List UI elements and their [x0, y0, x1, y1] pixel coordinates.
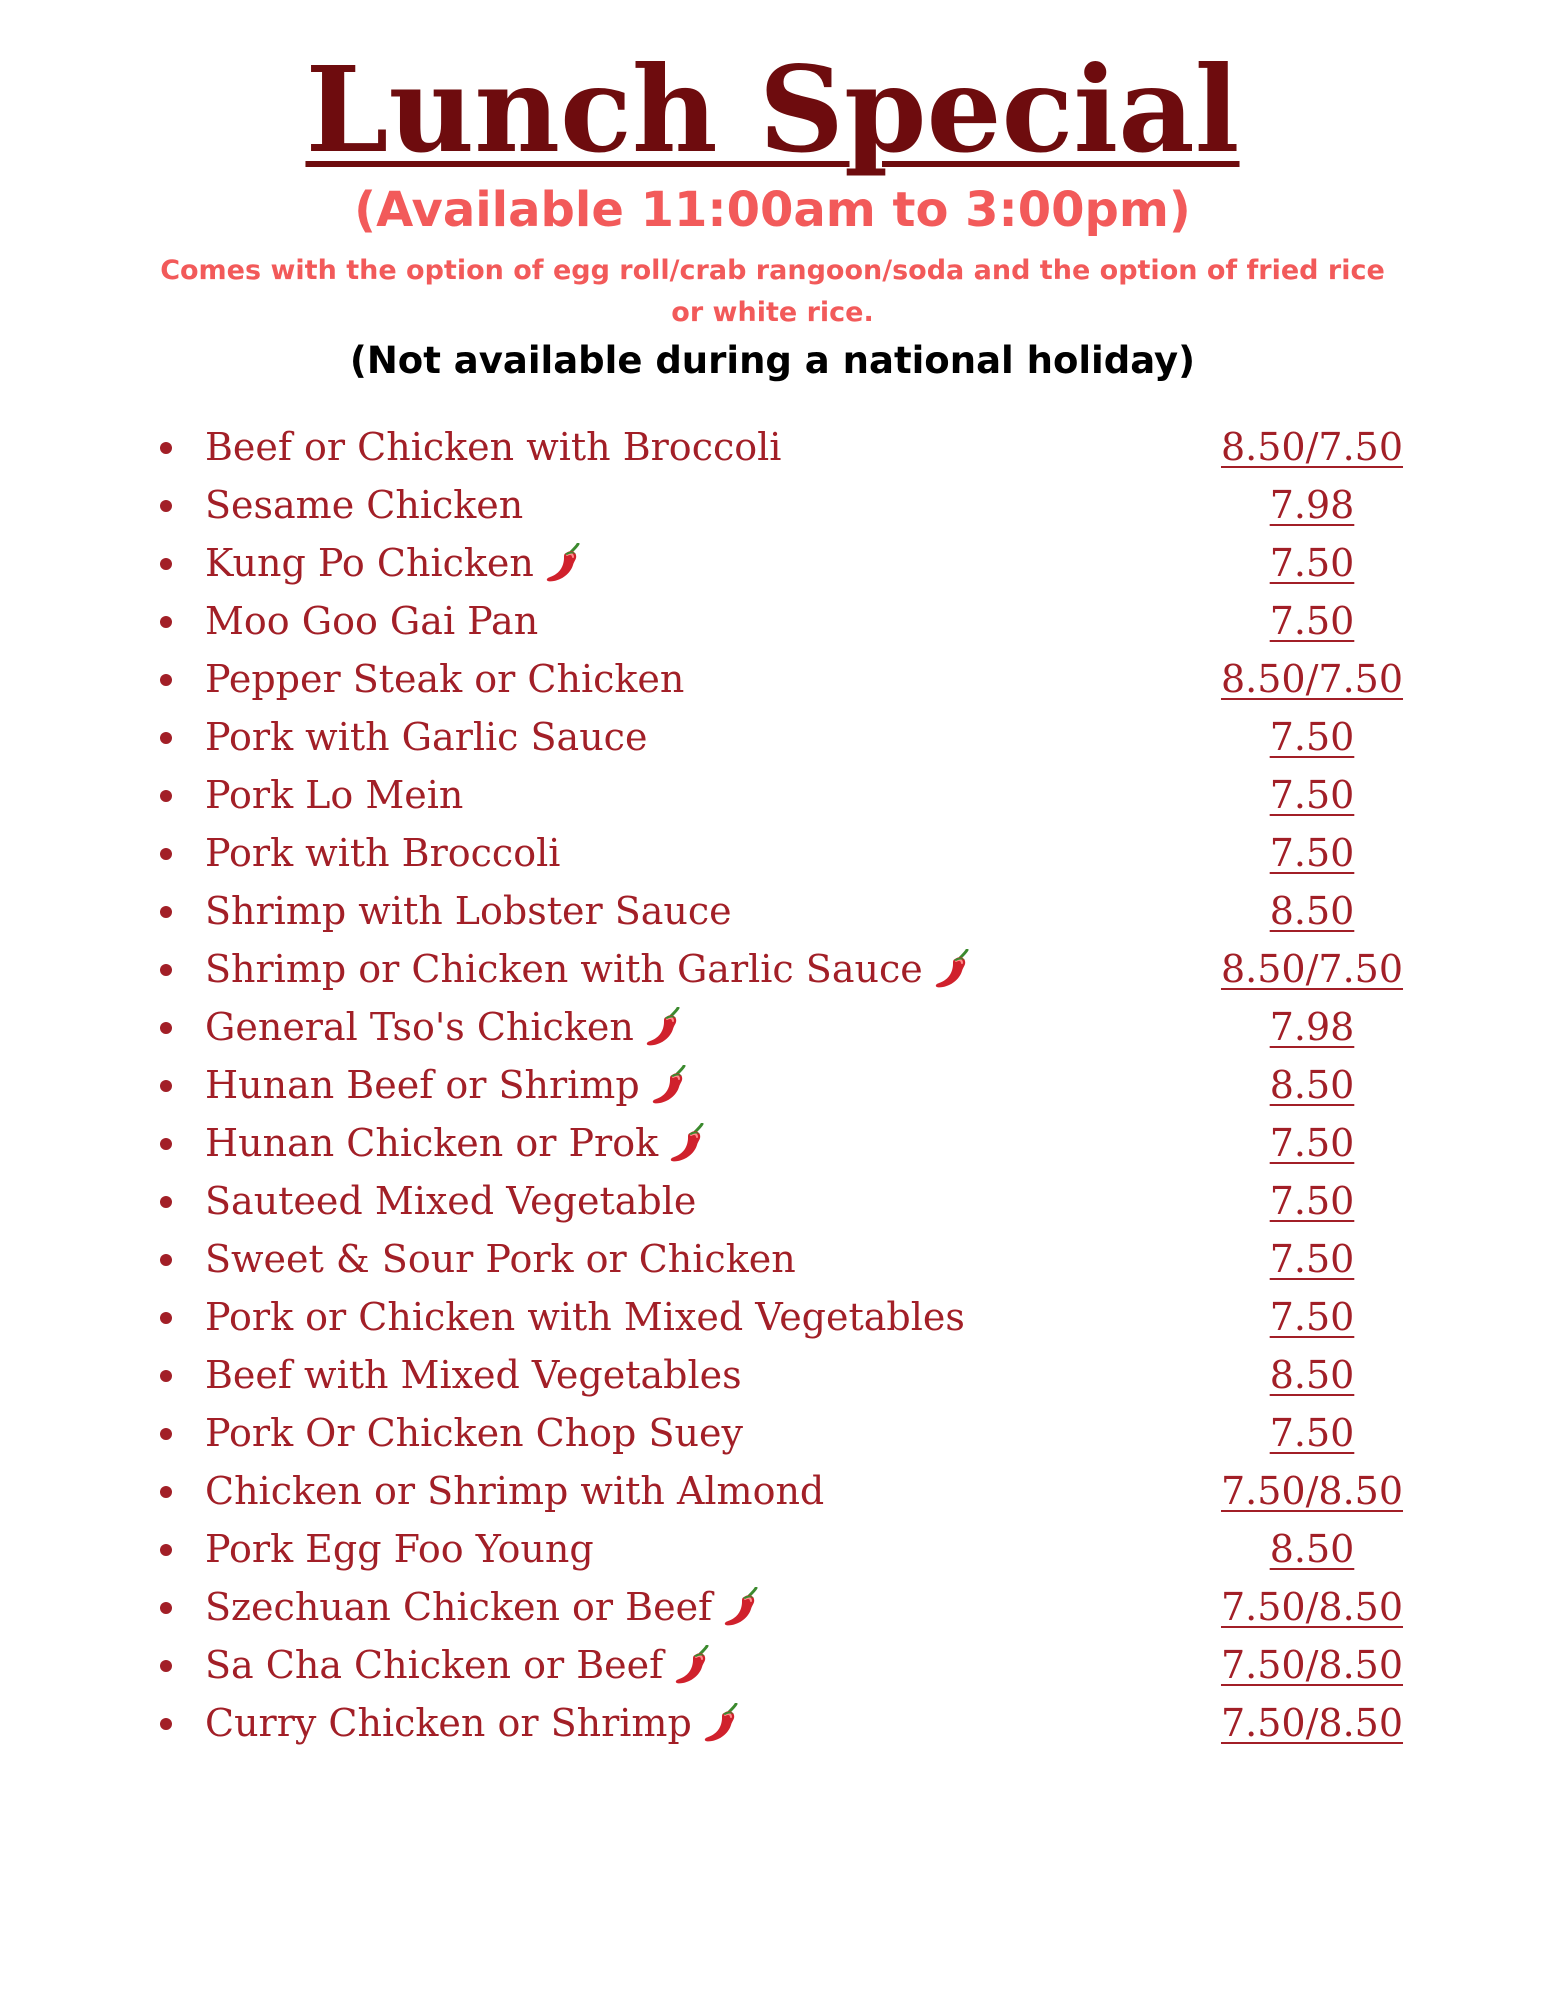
menu-item: [160, 1636, 1410, 1694]
chili-pepper-icon: [673, 1645, 711, 1685]
bullet-icon: [160, 442, 172, 454]
menu-item-name-text: Moo Goo Gai Pan: [205, 599, 539, 643]
menu-item-price: 7.50/8.50: [1220, 1643, 1404, 1687]
bullet-icon: [160, 558, 172, 570]
menu-item-name: [205, 708, 647, 766]
menu-item-name: [205, 476, 523, 534]
menu-item-name-text: Sesame Chicken: [205, 483, 524, 527]
menu-item-name: [205, 1230, 796, 1288]
chili-pepper-icon: [668, 1123, 706, 1163]
bullet-icon: [160, 1196, 172, 1208]
menu-item: [160, 1172, 1410, 1230]
menu-item-price: 7.50: [1269, 1121, 1355, 1165]
bullet-icon: [160, 500, 172, 512]
menu-item-name-text: Hunan Chicken or Prok: [205, 1121, 659, 1165]
menu-item-name: [205, 1520, 594, 1578]
menu-item-price: 8.50: [1269, 1353, 1355, 1397]
menu-item-name: [205, 940, 971, 998]
menu-item-price: 7.50: [1269, 1295, 1355, 1339]
menu-item-name: [205, 998, 682, 1056]
menu-item-name: [205, 882, 732, 940]
menu-item-name-text: Pepper Steak or Chicken: [205, 657, 685, 701]
menu-item-name-text: Pork with Garlic Sauce: [205, 715, 648, 759]
menu-item-price: 8.50/7.50: [1220, 657, 1404, 701]
menu-item: [160, 940, 1410, 998]
chili-pepper-icon: [722, 1587, 760, 1627]
bullet-icon: [160, 1312, 172, 1324]
menu-item-name: [205, 1404, 743, 1462]
menu-item-name: [205, 1172, 696, 1230]
menu-item-price: 7.50: [1269, 715, 1355, 759]
menu-item-name: [205, 766, 463, 824]
chili-pepper-icon: [644, 1007, 682, 1047]
menu-item: [160, 1230, 1410, 1288]
menu-item-name: [205, 1462, 824, 1520]
menu-item-name: [205, 824, 560, 882]
menu-item: [160, 476, 1410, 534]
chili-pepper-icon: [544, 543, 582, 583]
description-text: Comes with the option of egg roll/crab rangoon/soda and the option of fried rice or white rice.: [160, 255, 1385, 328]
menu-item: [160, 1056, 1410, 1114]
menu-item-price: 7.50: [1269, 1179, 1355, 1223]
menu-item: [160, 418, 1410, 476]
menu-item-name-text: Hunan Beef or Shrimp: [205, 1063, 640, 1107]
menu-item-price: 7.50: [1269, 599, 1355, 643]
menu-item: [160, 1404, 1410, 1462]
bullet-icon: [160, 1370, 172, 1382]
menu-item: [160, 882, 1410, 940]
menu-item: [160, 534, 1410, 592]
bullet-icon: [160, 1544, 172, 1556]
menu-item-name-text: Shrimp with Lobster Sauce: [205, 889, 732, 933]
bullet-icon: [160, 674, 172, 686]
availability-hours: (Available 11:00am to 3:00pm): [354, 182, 1191, 238]
menu-item-name: [205, 1578, 760, 1636]
bullet-icon: [160, 1602, 172, 1614]
bullet-icon: [160, 1254, 172, 1266]
menu-item: [160, 1462, 1410, 1520]
menu-item: [160, 766, 1410, 824]
menu-item-price: 7.50/8.50: [1220, 1701, 1404, 1745]
menu-item-name: [205, 1636, 711, 1694]
menu-item-name: [205, 1288, 965, 1346]
menu-item-price: 7.50: [1269, 1411, 1355, 1455]
menu-item-name-text: Pork Lo Mein: [205, 773, 464, 817]
menu-item: [160, 1114, 1410, 1172]
menu-item: [160, 824, 1410, 882]
menu-item-name: [205, 1056, 688, 1114]
menu-item-price: 7.50/8.50: [1220, 1585, 1404, 1629]
menu-item-price: 8.50: [1269, 1063, 1355, 1107]
menu-item-name: [205, 418, 781, 476]
chili-pepper-icon: [933, 949, 971, 989]
bullet-icon: [160, 848, 172, 860]
menu-item: [160, 1520, 1410, 1578]
menu-item-price: 8.50: [1269, 1527, 1355, 1571]
holiday-note: (Not available during a national holiday): [349, 339, 1196, 382]
menu-item-name-text: Sa Cha Chicken or Beef: [205, 1643, 664, 1687]
menu-item-name-text: Pork or Chicken with Mixed Vegetables: [205, 1295, 965, 1339]
menu-item-name: [205, 1694, 740, 1752]
menu-item-name-text: Pork Or Chicken Chop Suey: [205, 1411, 743, 1455]
bullet-icon: [160, 1428, 172, 1440]
menu-item: [160, 1694, 1410, 1752]
menu-item-name: [205, 650, 684, 708]
bullet-icon: [160, 790, 172, 802]
menu-item-price: 7.50/8.50: [1220, 1469, 1404, 1513]
menu-item: [160, 650, 1410, 708]
bullet-icon: [160, 1138, 172, 1150]
menu-item: [160, 1346, 1410, 1404]
menu-item-price: 7.98: [1269, 483, 1355, 527]
menu-item-name: [205, 1114, 706, 1172]
menu-item-name-text: Beef with Mixed Vegetables: [205, 1353, 742, 1397]
menu-item-price: 7.50: [1269, 541, 1355, 585]
menu-item-price: 8.50/7.50: [1220, 947, 1404, 991]
bullet-icon: [160, 616, 172, 628]
bullet-icon: [160, 1022, 172, 1034]
chili-pepper-icon: [702, 1703, 740, 1743]
menu-item-name-text: Pork Egg Foo Young: [205, 1527, 594, 1571]
menu-item-name-text: Beef or Chicken with Broccoli: [205, 425, 782, 469]
menu-item-price: 7.50: [1269, 773, 1355, 817]
menu-item-name: [205, 1346, 742, 1404]
menu-item-name: [205, 534, 582, 592]
menu-item-name-text: Shrimp or Chicken with Garlic Sauce: [205, 947, 923, 991]
bullet-icon: [160, 906, 172, 918]
menu-item-name-text: Szechuan Chicken or Beef: [205, 1585, 713, 1629]
page-title-text: Lunch Special: [305, 40, 1240, 179]
menu-item: [160, 592, 1410, 650]
bullet-icon: [160, 1660, 172, 1672]
menu-item: [160, 708, 1410, 766]
bullet-icon: [160, 1486, 172, 1498]
menu-item: [160, 998, 1410, 1056]
chili-pepper-icon: [650, 1065, 688, 1105]
menu-list: [160, 418, 1410, 1752]
bullet-icon: [160, 1080, 172, 1092]
menu-item: [160, 1578, 1410, 1636]
menu-item-name-text: Chicken or Shrimp with Almond: [205, 1469, 825, 1513]
menu-item-name-text: Curry Chicken or Shrimp: [205, 1701, 692, 1745]
bullet-icon: [160, 1718, 172, 1730]
menu-item-price: 7.50: [1269, 1237, 1355, 1281]
menu-item-name-text: Pork with Broccoli: [205, 831, 561, 875]
menu-item: [160, 1288, 1410, 1346]
menu-item-price: 8.50/7.50: [1220, 425, 1404, 469]
menu-item-name-text: Sweet & Sour Pork or Chicken: [205, 1237, 796, 1281]
page-title: [0, 40, 1545, 180]
menu-item-name-text: Sauteed Mixed Vegetable: [205, 1179, 697, 1223]
menu-item-name: [205, 592, 538, 650]
menu-item-price: 8.50: [1269, 889, 1355, 933]
bullet-icon: [160, 964, 172, 976]
menu-item-price: 7.50: [1269, 831, 1355, 875]
menu-item-name-text: Kung Po Chicken: [205, 541, 534, 585]
bullet-icon: [160, 732, 172, 744]
menu-item-price: 7.98: [1269, 1005, 1355, 1049]
menu-item-name-text: General Tso's Chicken: [205, 1005, 634, 1049]
